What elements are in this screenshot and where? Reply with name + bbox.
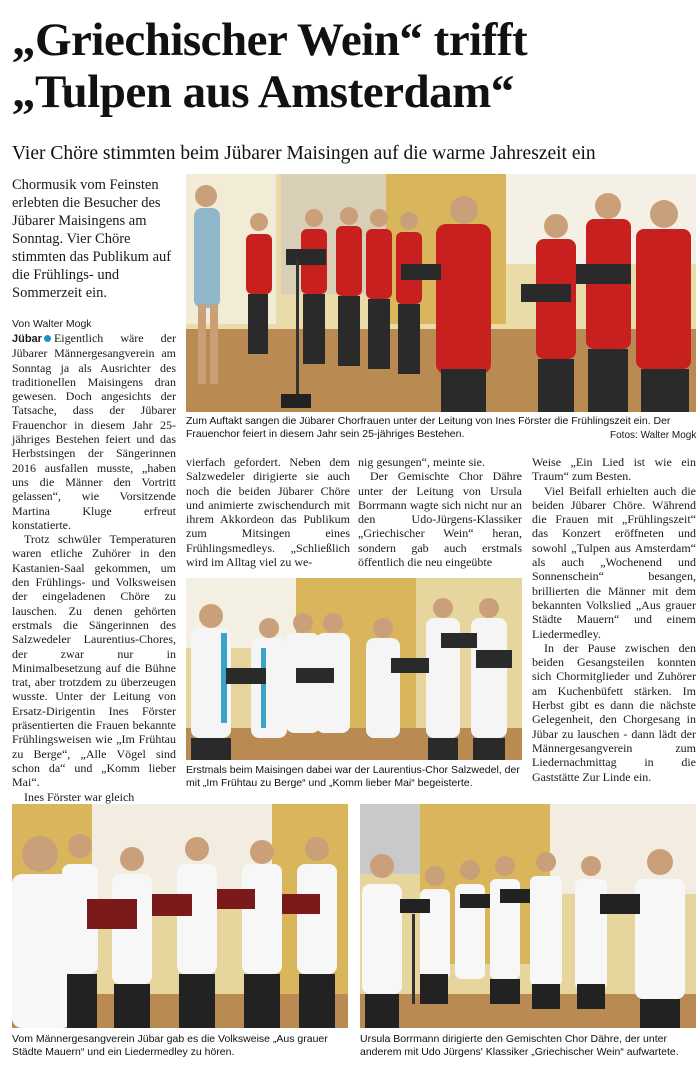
dateline: Jübar [12, 333, 42, 345]
col2-paragraph: vierfach gefordert. Neben dem Salzwedeler dirigierte sie auch noch die beiden Jübarer Chöre und animierte zwischendurch mit ihrem Akkordeon das Publikum zum Mitsingen eines Frühlingsmedleys. „Schließlich wird im Alltag viel zu we- [186, 455, 350, 570]
caption-mens-choir: Vom Männergesangverein Jübar gab es die Volksweise „Aus grauer Städte Mauern“ und ein Liedermedley zu hören. [12, 1033, 328, 1058]
photo-mens-choir [12, 804, 348, 1028]
caption-laurentius-choir: Erstmals beim Maisingen dabei war der Laurentius-Chor Salzwedel, der mit „Im Frühtau zu Berge“ und „Komm lieber Mai“ begeisterte. [186, 764, 520, 789]
photo-mixed-choir [360, 804, 696, 1028]
col1-paragraph-2: Trotz schwüler Temperaturen waren etliche Zuhörer in den Kastanien-Saal gekommen, um den Frühlings- und Volksweisen der eingeladenen Chöre zu lauschen. Zu denen gehörten erstmals die Sängerinnen des Salzwedeler Laurentius-Chores, der zwar nur in Minimalbesetzung auf die Bühne trat, aber trotzdem zu überzeugen wusste. Unter der Leitung von Ersatz-Dirigentin Ines Förster präsentierten die Frauen bekannte Frühlingsweisen wie „Im Frühtau zu Berge“, „Alle Vögel sind schon da“ und „Komm lieber Mai“. [12, 532, 176, 790]
photo-credit: Fotos: Walter Mogk [610, 430, 697, 441]
article-column-1 [12, 331, 176, 804]
col1-paragraph-3: Ines Förster war gleich [24, 789, 135, 804]
bullet-dot-icon [44, 335, 51, 342]
col3-paragraph-2: Der Gemischte Chor Dähre unter der Leitung von Ursula Borrmann wagte sich nicht nur an den Udo-Jürgens-Klassiker „Griechischer Wein“ heran, sondern gab auch erstmals öffentlich die neu eingeübte [358, 469, 522, 570]
col4-paragraph-2: Viel Beifall erhielten auch die beiden Jübarer Chöre. Während die Frauen mit „Frühlingszeit“ das Konzert eröffneten und sowohl „Tulpen aus Amsterdam“ als auch „Wochenend und Sonnenschein“ besangen, brillierten die Männer mit dem bekannten Volkslied „Aus grauer Städte Mauern“ und einem Liedermedley. [532, 483, 696, 641]
byline: Von Walter Mogk [12, 318, 92, 330]
article-column-2 [186, 455, 350, 569]
col4-paragraph-3: In der Pause zwischen den beiden Gesangsteilen konnten sich Chormitglieder und Zuhörer am Kuchenbüfett stärken. Im Herbst gibt es dann die nächste Gelegenheit, den Chorgesang in Jübar zu lauschen - dann lädt der Männergesangverein zum Liedernachmittag in die Gaststätte Zur Linde ein. [532, 640, 696, 784]
headline [12, 14, 692, 118]
article-column-4 [532, 455, 696, 784]
headline-line-1: „Griechischer Wein“ trifft [12, 14, 528, 66]
col4-paragraph-1: Weise „Ein Lied ist wie ein Traum“ zum Besten. [532, 455, 696, 484]
col1-paragraph-1: Eigentlich wäre der Jübarer Männergesangverein am Sonntag ja als Ausrichter des traditionellen Maisingens dran gewesen. Doch angesichts der Tatsache, dass der Jübarer Frauenchor in diesem Jahr 25-jähriges Bestehen feiert und das Herbstsingen der Sängerinnen 2016 ausfallen musste, „haben uns die Männer den Vortritt gelassen“, wie Vorsitzende Martina Kluge erfreut konstatierte. [12, 331, 176, 532]
photo-laurentius-choir [186, 578, 522, 760]
article-column-3 [358, 455, 522, 569]
col3-paragraph-1: nig gesungen“, meinte sie. [358, 455, 485, 469]
headline-line-2: „Tulpen aus Amsterdam“ [12, 66, 514, 118]
lead-paragraph: Chormusik vom Feinsten erlebten die Besucher des Jübarer Maisingens am Sonntag. Vier Chöre stimmten das Publikum auf die Frühlings- und Sommerzeit ein. [12, 177, 172, 301]
subheadline: Vier Chöre stimmten beim Jübarer Maisingen auf die warme Jahreszeit ein [12, 143, 596, 164]
caption-women-choir: Zum Auftakt sangen die Jübarer Chorfrauen unter der Leitung von Ines Förster die Frühlingszeit ein. Der Frauenchor feiert in diesem Jahr sein 25-jähriges Bestehen. [186, 415, 671, 440]
photo-women-choir [186, 174, 696, 412]
caption-mixed-choir: Ursula Borrmann dirigierte den Gemischten Chor Dähre, der unter anderem mit Udo Jürgens' Klassiker „Griechischer Wein“ aufwartete. [360, 1033, 679, 1058]
